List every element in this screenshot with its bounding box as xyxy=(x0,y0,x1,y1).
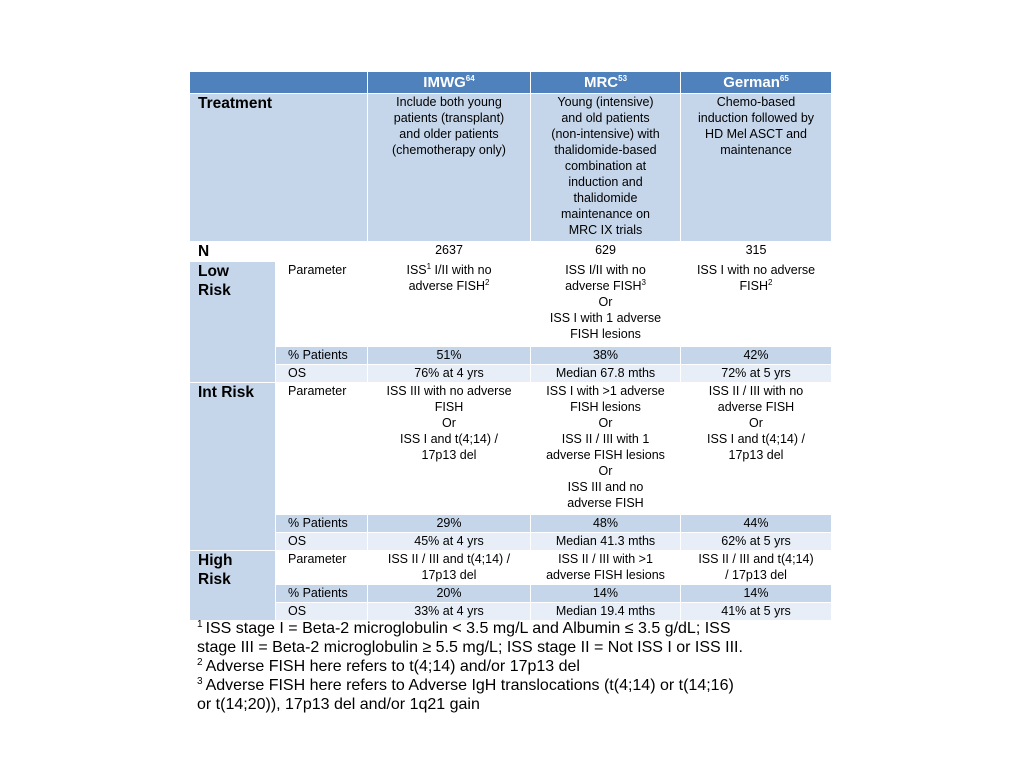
low-risk-parameter-imwg xyxy=(368,262,531,347)
cell-text: adverse FISH lesions xyxy=(546,568,665,582)
patients-label: % Patients xyxy=(276,585,368,603)
n-imwg: 2637 xyxy=(368,242,531,262)
cell-text: I/II with no xyxy=(431,263,492,277)
cell-text: FISH xyxy=(739,279,769,293)
footnote-text: Adverse FISH here refers to t(4;14) and/or 17p13 del xyxy=(205,658,580,675)
int-risk-parameter-row xyxy=(190,383,832,515)
int-risk-patients-row xyxy=(190,515,832,533)
cell-line xyxy=(534,431,677,447)
cell-text: ISS II / III with >1 xyxy=(558,552,653,566)
cell-line xyxy=(371,431,527,447)
cell-text: adverse FISH xyxy=(408,279,485,293)
cell-line xyxy=(684,447,828,463)
high-risk-os-german: 41% at 5 yrs xyxy=(681,603,832,621)
high-risk-parameter-mrc xyxy=(531,551,681,585)
footnote-text: or t(14;20)), 17p13 del and/or 1q21 gain xyxy=(197,696,480,713)
int-risk-parameter-mrc xyxy=(531,383,681,515)
low-risk-parameter-mrc xyxy=(531,262,681,347)
low-risk-patients-imwg: 51% xyxy=(368,347,531,365)
cell-text: adverse FISH xyxy=(567,496,644,510)
footnote-ref: 3 xyxy=(641,277,646,287)
cell-line: maintenance on xyxy=(561,207,650,221)
cell-line xyxy=(534,262,677,278)
cell-text: FISH xyxy=(434,400,464,414)
low-risk-patients-row xyxy=(190,347,832,365)
os-label: OS xyxy=(276,603,368,621)
cell-line xyxy=(684,567,828,583)
cell-text: ISS II / III with 1 xyxy=(561,432,650,446)
cell-line xyxy=(371,383,527,399)
int-risk-patients-imwg: 29% xyxy=(368,515,531,533)
cell-line xyxy=(534,415,677,431)
cell-text: FISH lesions xyxy=(570,327,641,341)
footnote-text: Adverse FISH here refers to Adverse IgH translocations (t(4;14) or t(14;16) xyxy=(205,677,734,694)
cell-text: Or xyxy=(598,464,613,478)
cell-line xyxy=(684,415,828,431)
header-mrc xyxy=(531,72,681,94)
cell-line xyxy=(534,326,677,342)
high-risk-patients-row xyxy=(190,585,832,603)
footnote-3 xyxy=(197,676,837,714)
cell-text: ISS I with >1 adverse xyxy=(546,384,665,398)
cell-line: MRC IX trials xyxy=(568,223,643,237)
header-imwg-label: IMWG xyxy=(423,73,466,91)
cell-line xyxy=(371,262,527,278)
high-risk-os-imwg: 33% at 4 yrs xyxy=(368,603,531,621)
cell-line xyxy=(534,399,677,415)
n-label: N xyxy=(190,242,368,262)
high-risk-patients-german: 14% xyxy=(681,585,832,603)
risk-stratification-table xyxy=(189,71,832,621)
low-risk-parameter-row xyxy=(190,262,832,347)
footnote-ref: 2 xyxy=(768,277,773,287)
cell-line: induction and xyxy=(568,175,643,189)
cell-line xyxy=(684,383,828,399)
high-risk-patients-imwg: 20% xyxy=(368,585,531,603)
footnote-2 xyxy=(197,657,837,676)
cell-text: Or xyxy=(598,295,613,309)
cell-text: ISS II / III with no xyxy=(708,384,804,398)
footnote-mark: 2 xyxy=(197,656,203,668)
cell-line xyxy=(371,278,527,294)
footnote-mark: 1 xyxy=(197,618,203,630)
cell-line xyxy=(534,294,677,310)
cell-line xyxy=(371,415,527,431)
cell-line: thalidomide-based xyxy=(554,143,657,157)
cell-line: Include both young xyxy=(396,95,502,109)
footnote-mark: 3 xyxy=(197,675,203,687)
cell-line xyxy=(534,447,677,463)
low-risk-os-imwg: 76% at 4 yrs xyxy=(368,365,531,383)
cell-line xyxy=(534,310,677,326)
n-row xyxy=(190,242,832,262)
table-body xyxy=(190,94,832,621)
treatment-german xyxy=(681,94,832,242)
group-label-line: Risk xyxy=(198,571,231,588)
cell-text: 17p13 del xyxy=(421,448,477,462)
cell-line xyxy=(371,447,527,463)
cell-line: thalidomide xyxy=(573,191,638,205)
cell-text: 17p13 del xyxy=(421,568,477,582)
os-label: OS xyxy=(276,533,368,551)
cell-line xyxy=(371,551,527,567)
cell-text: 17p13 del xyxy=(728,448,784,462)
cell-line: patients (transplant) xyxy=(393,111,505,125)
cell-line xyxy=(371,399,527,415)
treatment-row xyxy=(190,94,832,242)
header-imwg xyxy=(368,72,531,94)
low-risk-os-mrc: Median 67.8 mths xyxy=(531,365,681,383)
cell-text: adverse FISH lesions xyxy=(546,448,665,462)
header-mrc-label: MRC xyxy=(583,73,619,91)
cell-line xyxy=(534,278,677,294)
int-risk-label xyxy=(190,383,276,551)
low-risk-patients-mrc: 38% xyxy=(531,347,681,365)
int-risk-parameter-imwg xyxy=(368,383,531,515)
cell-text: / 17p13 del xyxy=(725,568,787,582)
cell-line xyxy=(684,399,828,415)
int-risk-parameter-german xyxy=(681,383,832,515)
footnote-text: ISS stage I = Beta-2 microglobulin < 3.5 mg/L and Albumin ≤ 3.5 g/dL; ISS xyxy=(205,620,731,637)
treatment-label: Treatment xyxy=(190,94,368,242)
cell-line xyxy=(684,278,828,294)
treatment-imwg xyxy=(368,94,531,242)
n-german: 315 xyxy=(681,242,832,262)
os-label: OS xyxy=(276,365,368,383)
parameter-label: Parameter xyxy=(276,551,368,585)
footnote-ref: 1 xyxy=(426,261,432,271)
int-risk-os-german: 62% at 5 yrs xyxy=(681,533,832,551)
int-risk-patients-mrc: 48% xyxy=(531,515,681,533)
cell-text: ISS I with no adverse xyxy=(696,263,816,277)
parameter-label: Parameter xyxy=(276,262,368,347)
group-label-line: Int Risk xyxy=(198,384,254,401)
header-german xyxy=(681,72,832,94)
cell-line: combination at xyxy=(564,159,647,173)
cell-line xyxy=(534,495,677,511)
cell-line xyxy=(684,262,828,278)
cell-line xyxy=(371,567,527,583)
cell-line: and older patients xyxy=(399,127,499,141)
patients-label: % Patients xyxy=(276,347,368,365)
cell-line xyxy=(534,383,677,399)
cell-text: adverse FISH xyxy=(565,279,642,293)
cell-text: FISH lesions xyxy=(570,400,641,414)
cell-line: (non-intensive) with xyxy=(551,127,660,141)
footnote-text: stage III = Beta-2 microglobulin ≥ 5.5 mg/L; ISS stage II = Not ISS I or ISS III. xyxy=(197,639,743,656)
cell-line xyxy=(534,551,677,567)
cell-text: ISS III and no xyxy=(567,480,644,494)
low-risk-parameter-german xyxy=(681,262,832,347)
high-risk-parameter-german xyxy=(681,551,832,585)
group-label-line: Risk xyxy=(198,282,231,299)
cell-text: ISS III with no adverse xyxy=(386,384,512,398)
high-risk-patients-mrc: 14% xyxy=(531,585,681,603)
cell-text: ISS I with 1 adverse xyxy=(549,311,662,325)
patients-label: % Patients xyxy=(276,515,368,533)
cell-text: Or xyxy=(442,416,456,430)
high-risk-os-row xyxy=(190,603,832,621)
high-risk-os-mrc: Median 19.4 mths xyxy=(531,603,681,621)
header-mrc-ref: 53 xyxy=(618,73,628,83)
cell-line: maintenance xyxy=(720,143,792,157)
header-german-ref: 65 xyxy=(779,73,789,83)
cell-line: Young (intensive) xyxy=(557,95,654,109)
footnote-1 xyxy=(197,619,837,657)
cell-text: ISS I and t(4;14) / xyxy=(707,432,805,446)
cell-text: ISS xyxy=(406,263,427,277)
low-risk-os-german: 72% at 5 yrs xyxy=(681,365,832,383)
group-label-line: Low xyxy=(198,263,229,280)
low-risk-os-row xyxy=(190,365,832,383)
cell-text: ISS II / III and t(4;14) xyxy=(698,552,814,566)
cell-line: Chemo-based xyxy=(716,95,796,109)
cell-line xyxy=(534,567,677,583)
cell-text: ISS I/II with no xyxy=(565,263,646,277)
cell-line: (chemotherapy only) xyxy=(392,143,506,157)
cell-text: ISS II / III and t(4;14) / xyxy=(387,552,511,566)
cell-line: induction followed by xyxy=(697,111,815,125)
header-row xyxy=(190,72,832,94)
header-imwg-ref: 64 xyxy=(465,73,475,83)
footnotes xyxy=(197,619,837,714)
cell-line xyxy=(534,463,677,479)
cell-text: Or xyxy=(598,416,613,430)
treatment-mrc xyxy=(531,94,681,242)
low-risk-label xyxy=(190,262,276,383)
cell-line xyxy=(684,551,828,567)
high-risk-parameter-row xyxy=(190,551,832,585)
low-risk-patients-german: 42% xyxy=(681,347,832,365)
int-risk-os-mrc: Median 41.3 mths xyxy=(531,533,681,551)
footnote-ref: 2 xyxy=(484,277,490,287)
cell-line xyxy=(684,431,828,447)
cell-line: and old patients xyxy=(561,111,650,125)
cell-text: ISS I and t(4;14) / xyxy=(400,432,498,446)
int-risk-os-row xyxy=(190,533,832,551)
high-risk-label xyxy=(190,551,276,621)
cell-text: adverse FISH xyxy=(717,400,795,414)
parameter-label: Parameter xyxy=(276,383,368,515)
cell-line: HD Mel ASCT and xyxy=(705,127,807,141)
int-risk-os-imwg: 45% at 4 yrs xyxy=(368,533,531,551)
group-label-line: High xyxy=(198,552,233,569)
header-blank-cell xyxy=(190,72,368,94)
cell-text: Or xyxy=(749,416,763,430)
high-risk-parameter-imwg xyxy=(368,551,531,585)
header-german-label: German xyxy=(723,73,780,91)
cell-line xyxy=(534,479,677,495)
n-mrc: 629 xyxy=(531,242,681,262)
int-risk-patients-german: 44% xyxy=(681,515,832,533)
